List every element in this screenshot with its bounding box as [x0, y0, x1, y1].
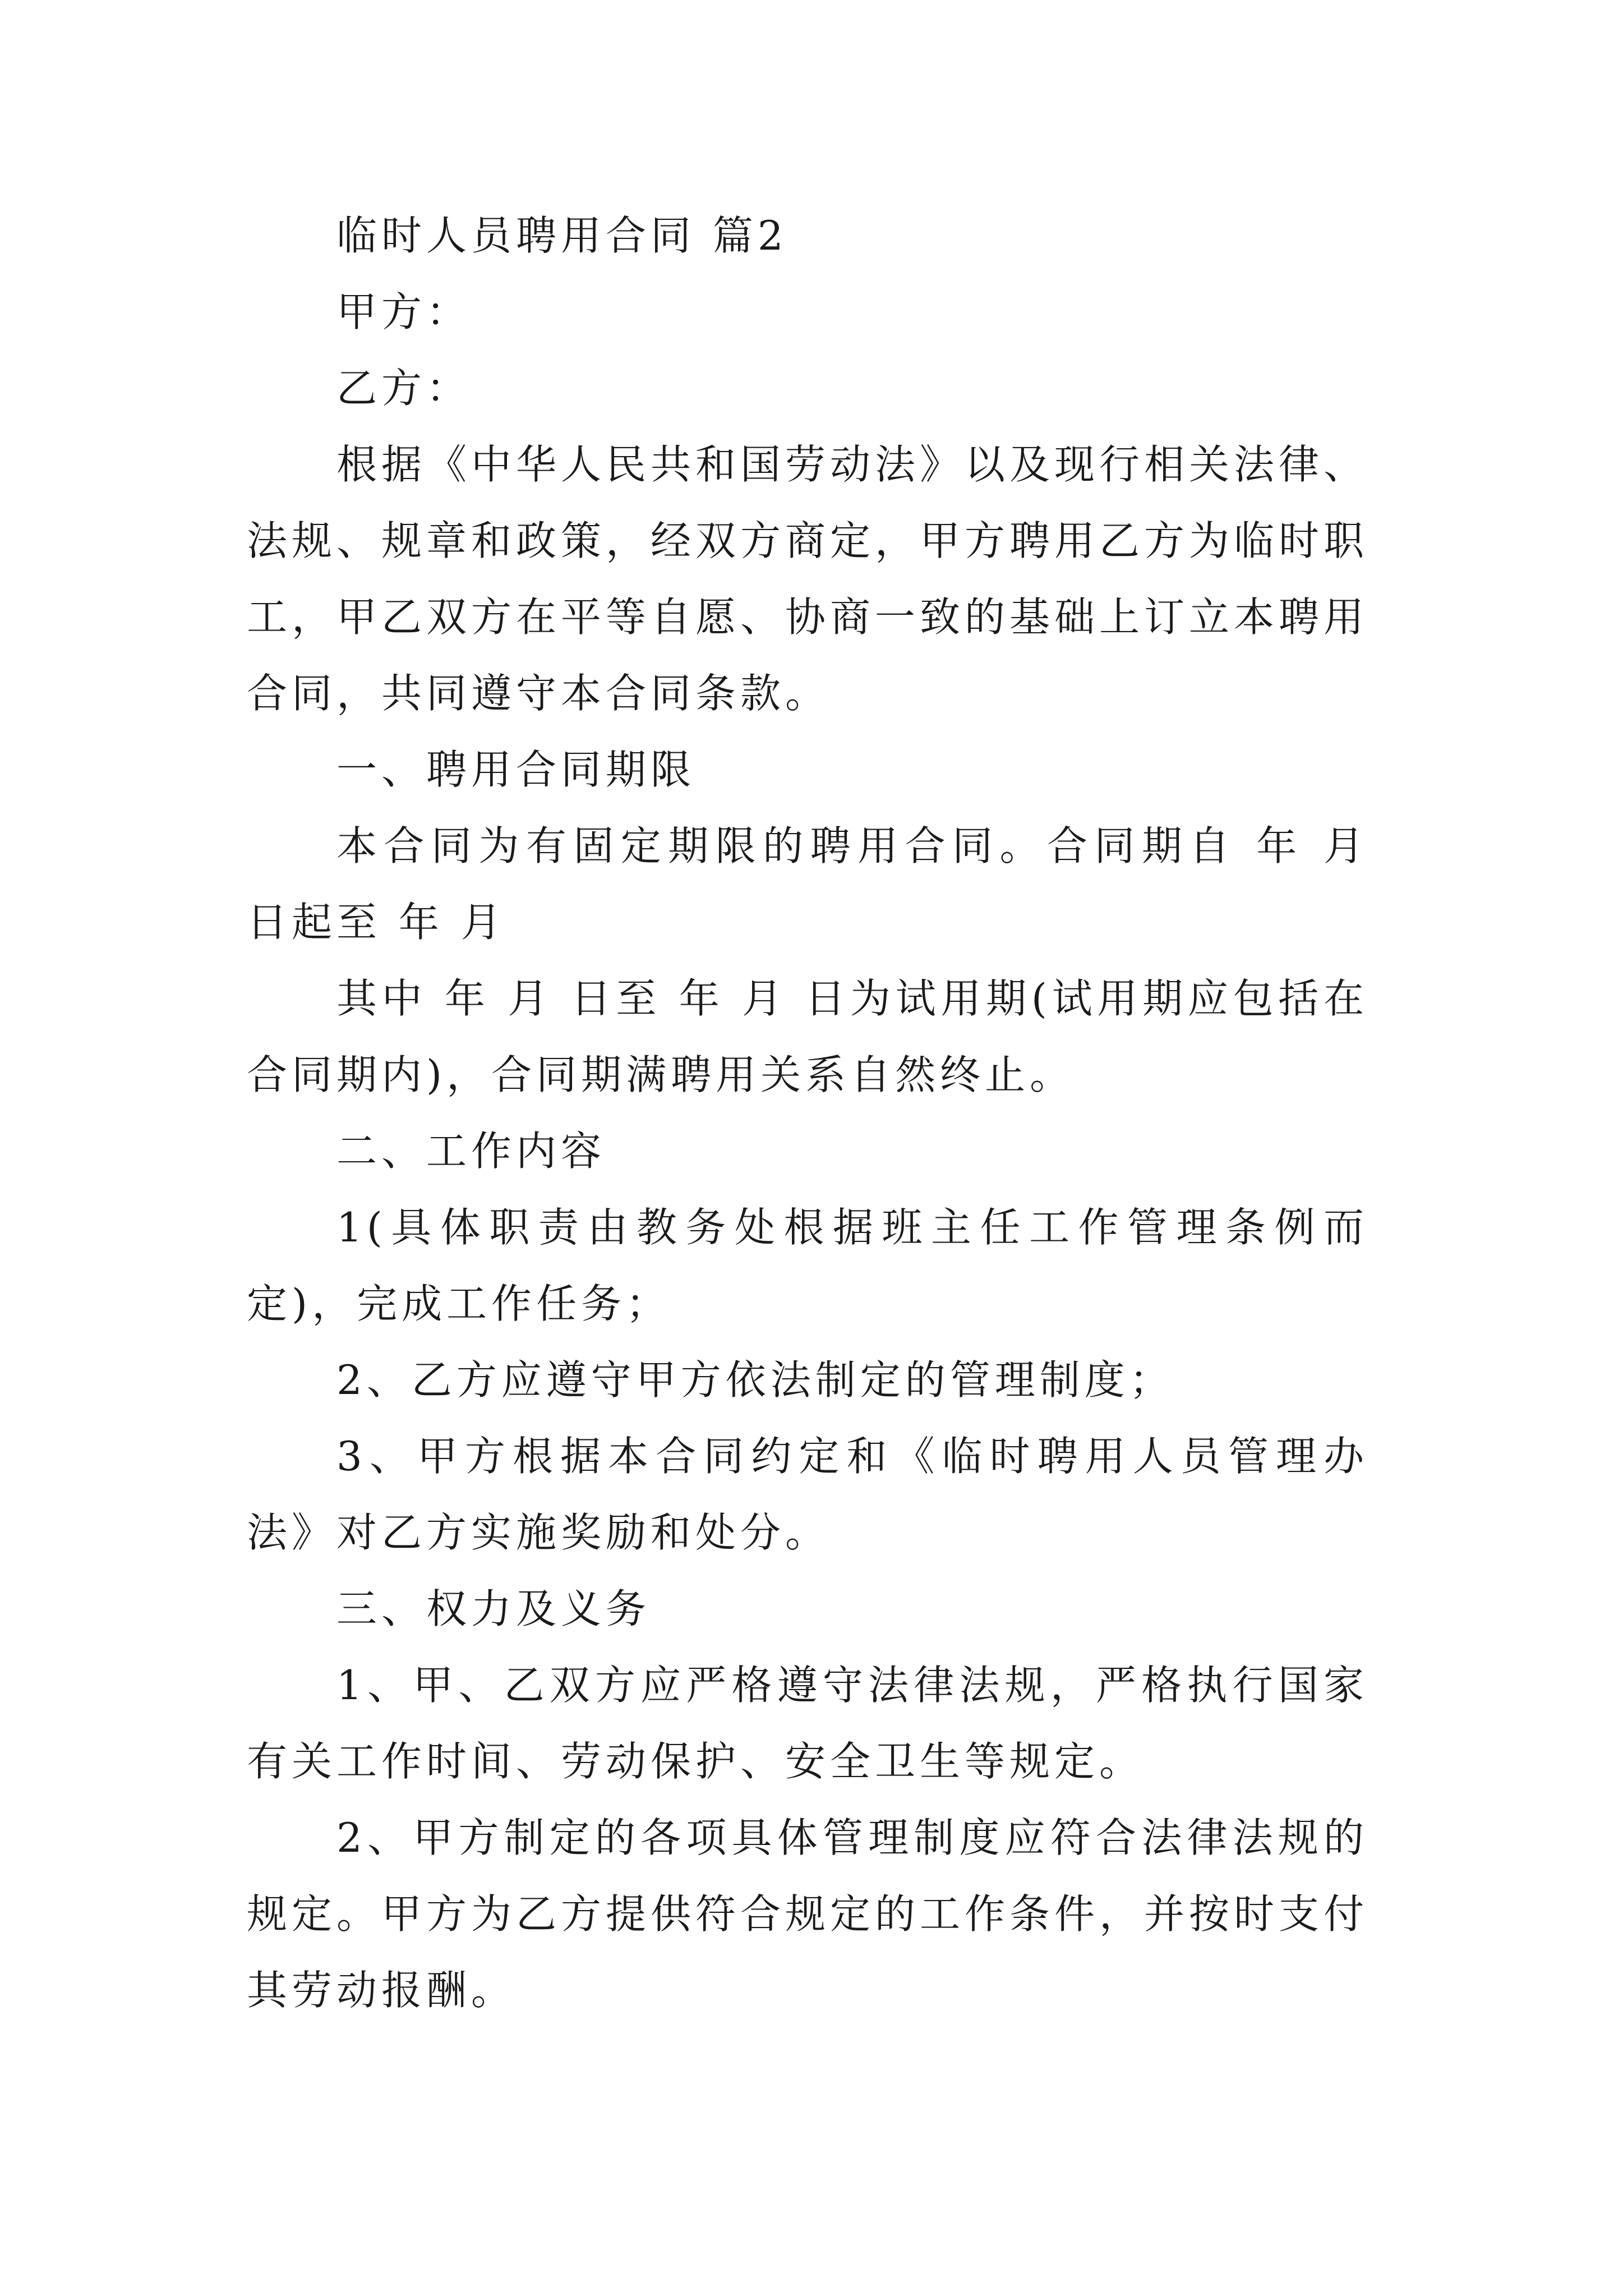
document-body — [247, 197, 1386, 2028]
section-heading-rights: 三、权力及义务 — [336, 1585, 651, 1632]
term-paragraph: 本合同为有固定期限的聘用合同。合同期自 年 月 日起至 年 月 — [247, 822, 1386, 946]
work-item-2: 2、乙方应遵守甲方依法制定的管理制度； — [336, 1356, 1174, 1404]
probation-paragraph: 其中 年 月 日至 年 月 日为试用期(试用期应包括在合同期内)，合同期满聘用关系自然终止。 — [247, 975, 1368, 1098]
work-item-1: 1(具体职责由教务处根据班主任工作管理条例而定)，完成工作任务； — [247, 1204, 1368, 1327]
preamble-paragraph: 根据《中华人民共和国劳动法》以及现行相关法律、法规、规章和政策，经双方商定，甲方聘用乙方为临时职工，甲乙双方在平等自愿、协商一致的基础上订立本聘用合同，共同遵守本合同条款。 — [247, 441, 1369, 717]
party-b-label: 乙方： — [336, 365, 472, 412]
section-heading-term: 一、聘用合同期限 — [336, 746, 696, 793]
document-title: 临时人员聘用合同 篇2 — [336, 212, 788, 259]
party-a-label: 甲方： — [336, 288, 472, 335]
work-item-3: 3、甲方根据本合同约定和《临时聘用人员管理办法》对乙方实施奖励和处分。 — [247, 1433, 1368, 1556]
section-heading-work: 二、工作内容 — [336, 1128, 606, 1175]
rights-item-1: 1、甲、乙双方应严格遵守法律法规，严格执行国家有关工作时间、劳动保护、安全卫生等规定。 — [247, 1662, 1368, 1785]
rights-item-2: 2、甲方制定的各项具体管理制度应符合法律法规的规定。甲方为乙方提供符合规定的工作条件，并按时支付其劳动报酬。 — [247, 1814, 1369, 2014]
